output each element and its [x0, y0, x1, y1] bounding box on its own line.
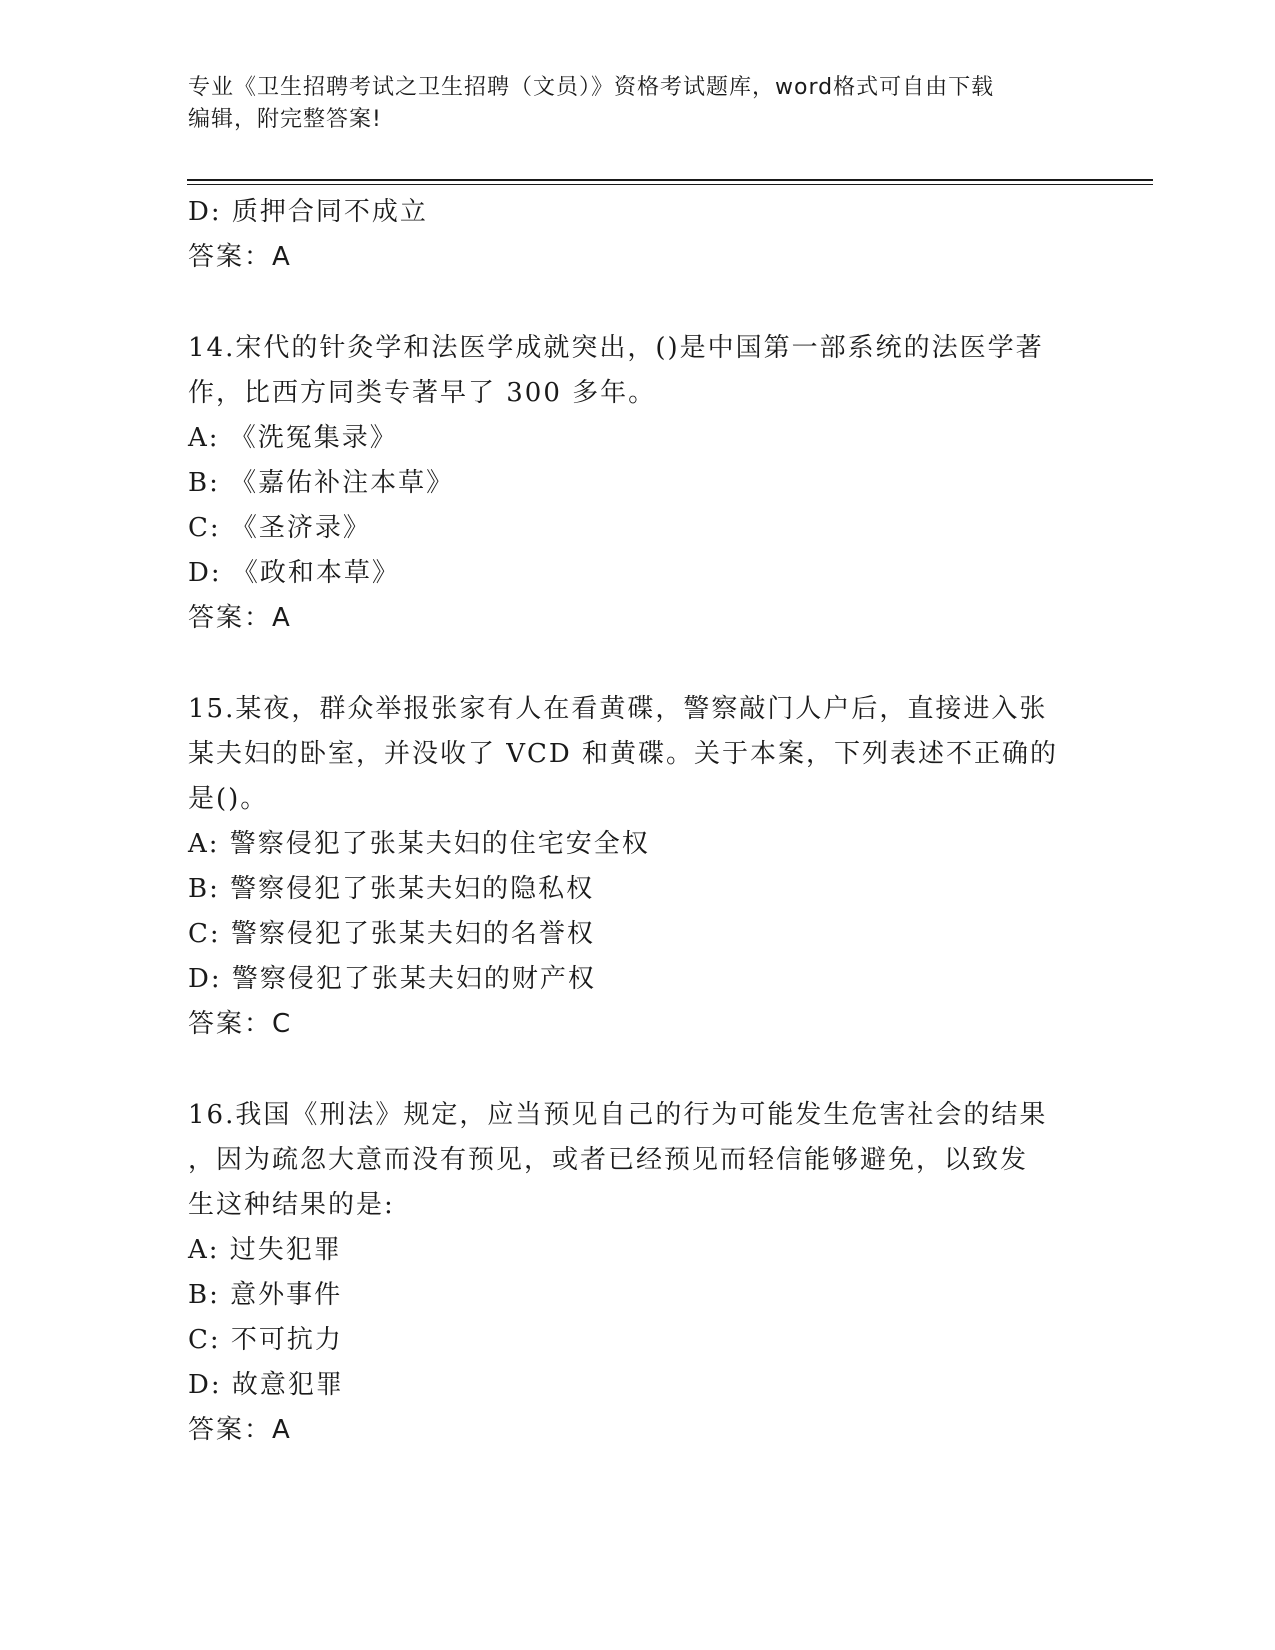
- question-16-stem-line-2: ，因为疏忽大意而没有预见，或者已经预见而轻信能够避免，以致发: [188, 1145, 1029, 1175]
- prev-answer: 答案：A: [188, 242, 292, 272]
- question-15-option-d: D: 警察侵犯了张某夫妇的财产权: [188, 964, 596, 994]
- question-15-option-a: A: 警察侵犯了张某夫妇的住宅安全权: [188, 829, 650, 859]
- header-rule-thin: [187, 184, 1153, 185]
- question-15-stem-line-2: 某夫妇的卧室，并没收了 VCD 和黄碟。关于本案，下列表述不正确的: [188, 739, 1059, 769]
- question-15-stem-line-1: 15.某夜，群众举报张家有人在看黄碟，警察敲门人户后，直接进入张: [188, 694, 1048, 724]
- prev-option-d: D: 质押合同不成立: [188, 197, 428, 227]
- header-rule-thick: [187, 179, 1153, 181]
- header-line-1: 专业《卫生招聘考试之卫生招聘（文员）》资格考试题库，word格式可自由下载: [188, 75, 995, 100]
- question-16-answer: 答案：A: [188, 1415, 292, 1445]
- question-14-answer: 答案：A: [188, 603, 292, 633]
- header-line-2: 编辑，附完整答案!: [188, 107, 382, 132]
- question-14-option-b: B: 《嘉佑补注本草》: [188, 468, 455, 498]
- spacer: [188, 1047, 1088, 1093]
- question-16-option-d: D: 故意犯罪: [188, 1370, 344, 1400]
- spacer: [188, 641, 1088, 687]
- question-15: [188, 687, 1088, 1047]
- question-16-stem-line-1: 16.我国《刑法》规定，应当预见自己的行为可能发生危害社会的结果: [188, 1100, 1048, 1130]
- question-14-option-d: D: 《政和本草》: [188, 558, 400, 588]
- question-16-option-a: A: 过失犯罪: [188, 1235, 342, 1265]
- document-header: [188, 72, 1068, 136]
- question-content: [188, 190, 1088, 1453]
- question-16: [188, 1093, 1088, 1453]
- question-16-stem-line-3: 生这种结果的是:: [188, 1190, 395, 1220]
- question-16-option-b: B: 意外事件: [188, 1280, 343, 1310]
- question-14-stem-line-1: 14.宋代的针灸学和法医学成就突出，()是中国第一部系统的法医学著: [188, 333, 1044, 363]
- question-16-option-c: C: 不可抗力: [188, 1325, 343, 1355]
- question-14-option-a: A: 《洗冤集录》: [188, 423, 398, 453]
- question-14: [188, 326, 1088, 641]
- question-15-answer: 答案：C: [188, 1009, 293, 1039]
- question-15-stem-line-3: 是()。: [188, 784, 269, 814]
- question-15-option-c: C: 警察侵犯了张某夫妇的名誉权: [188, 919, 595, 949]
- question-14-stem-line-2: 作，比西方同类专著早了 300 多年。: [188, 378, 657, 408]
- question-15-option-b: B: 警察侵犯了张某夫妇的隐私权: [188, 874, 595, 904]
- spacer: [188, 280, 1088, 326]
- question-14-option-c: C: 《圣济录》: [188, 513, 371, 543]
